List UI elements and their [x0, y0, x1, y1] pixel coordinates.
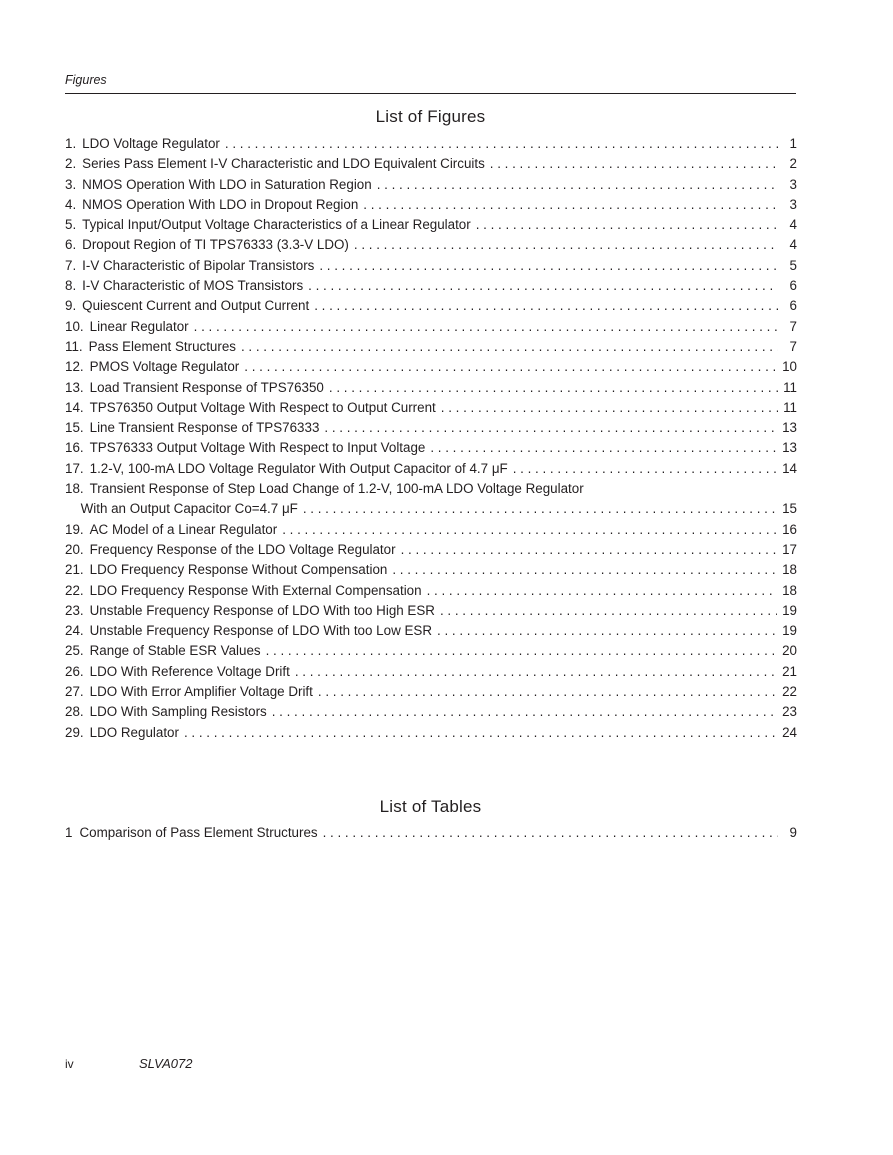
toc-entry[interactable] [65, 134, 797, 154]
entry-number: 15. [65, 420, 84, 436]
entry-number: 10. [65, 318, 84, 334]
toc-entry[interactable] [65, 154, 797, 174]
toc-entry[interactable] [65, 641, 797, 661]
entry-page-number: 1 [789, 136, 797, 151]
entry-number: 6. [65, 237, 77, 253]
entry-page-number: 4 [789, 217, 797, 233]
entry-title: AC Model of a Linear Regulator [89, 521, 278, 537]
entry-page-number: 7 [789, 338, 797, 354]
entry-title-continuation: With an Output Capacitor Co=4.7 μF [80, 501, 298, 517]
toc-entry[interactable] [65, 378, 797, 398]
entry-number: 17. [65, 460, 84, 476]
entry-title: Frequency Response of the LDO Voltage Regulator [89, 541, 396, 557]
figures-heading: List of Figures [375, 107, 486, 126]
dot-leader [363, 195, 778, 215]
entry-page-number: 19 [782, 602, 797, 618]
toc-entry[interactable] [65, 418, 797, 438]
dot-leader [308, 276, 778, 296]
dot-leader [314, 296, 778, 316]
entry-title: Line Transient Response of TPS76333 [89, 420, 320, 436]
entry-number: 4. [65, 196, 77, 212]
toc-entry[interactable] [65, 601, 797, 621]
dot-leader [440, 601, 777, 621]
entry-number: 14. [65, 399, 84, 415]
entry-page-number: 9 [789, 825, 797, 840]
entry-page-number: 3 [789, 176, 797, 192]
toc-entry[interactable] [65, 357, 797, 377]
entry-title: Typical Input/Output Voltage Characteristics of a Linear Regulator [82, 217, 471, 233]
entry-page-number: 24 [782, 724, 797, 740]
toc-entry[interactable] [65, 317, 797, 337]
entry-page-number: 22 [782, 684, 797, 700]
dot-leader [441, 398, 778, 418]
footer-doc-id: SLVA072 [139, 1056, 193, 1071]
toc-entry[interactable] [65, 398, 797, 418]
entry-number: 26. [65, 663, 84, 679]
toc-entry[interactable] [65, 560, 797, 580]
entry-title: LDO Regulator [89, 724, 179, 740]
entry-number: 22. [65, 582, 84, 598]
toc-entry[interactable] [65, 540, 797, 560]
entry-page-number: 18 [782, 562, 797, 578]
tables-list [65, 823, 797, 843]
entry-page-number: 2 [789, 156, 797, 172]
dot-leader [430, 438, 777, 458]
entry-number: 19. [65, 521, 84, 537]
dot-leader [401, 540, 778, 560]
entry-number: 16. [65, 440, 84, 456]
dot-leader [266, 641, 778, 661]
entry-title: TPS76333 Output Voltage With Respect to Input Voltage [89, 440, 426, 456]
entry-page-number: 7 [789, 318, 797, 334]
entry-page-number: 13 [782, 420, 797, 436]
entry-number: 5. [65, 217, 77, 233]
dot-leader [303, 499, 777, 519]
toc-entry[interactable] [65, 823, 797, 843]
entry-number: 23. [65, 602, 84, 618]
running-header: Figures [65, 73, 107, 87]
entry-title: NMOS Operation With LDO in Saturation Region [82, 176, 372, 192]
toc-entry[interactable] [65, 175, 797, 195]
entry-page-number: 11 [783, 399, 797, 415]
entry-number: 3. [65, 176, 77, 192]
entry-title: LDO With Error Amplifier Voltage Drift [89, 684, 313, 700]
entry-title: Load Transient Response of TPS76350 [89, 379, 324, 395]
toc-entry[interactable] [65, 581, 797, 601]
entry-number: 12. [65, 359, 84, 375]
entry-title: Dropout Region of TI TPS76333 (3.3-V LDO) [82, 237, 349, 253]
entry-page-number: 13 [782, 440, 797, 456]
toc-entry[interactable] [65, 520, 797, 540]
entry-title: PMOS Voltage Regulator [89, 359, 240, 375]
entry-number: 24. [65, 623, 84, 639]
toc-entry[interactable] [65, 459, 797, 479]
toc-entry[interactable] [65, 296, 797, 316]
entry-number: 29. [65, 724, 84, 740]
tables-heading: List of Tables [379, 797, 482, 816]
entry-page-number: 20 [782, 643, 797, 659]
dot-leader [427, 581, 778, 601]
entry-page-number: 4 [789, 237, 797, 253]
toc-entry[interactable] [65, 479, 797, 499]
entry-page-number: 14 [782, 460, 797, 476]
entry-number: 11. [65, 338, 83, 354]
entry-title: Pass Element Structures [88, 338, 236, 354]
entry-title: LDO With Reference Voltage Drift [89, 663, 290, 679]
entry-number: 1 [65, 825, 73, 840]
entry-number: 9. [65, 298, 77, 314]
entry-page-number: 11 [783, 379, 797, 395]
dot-leader [318, 682, 777, 702]
entry-title: LDO Frequency Response Without Compensation [89, 562, 388, 578]
toc-entry-continuation[interactable] [65, 499, 797, 519]
dot-leader [319, 256, 778, 276]
toc-entry[interactable] [65, 702, 797, 722]
toc-entry[interactable] [65, 276, 797, 296]
toc-entry[interactable] [65, 723, 797, 743]
toc-entry[interactable] [65, 215, 797, 235]
dot-leader [354, 235, 778, 255]
dot-leader [476, 215, 778, 235]
figures-list [65, 134, 797, 743]
entry-number: 27. [65, 684, 84, 700]
entry-number: 13. [65, 379, 84, 395]
header-rule [65, 93, 796, 94]
entry-title: Transient Response of Step Load Change of 1.2-V, 100-mA LDO Voltage Regulator [89, 481, 584, 497]
entry-number: 25. [65, 643, 84, 659]
entry-number: 8. [65, 278, 77, 294]
toc-entry[interactable] [65, 235, 797, 255]
entry-page-number: 6 [789, 278, 797, 294]
entry-title: LDO Frequency Response With External Compensation [89, 582, 422, 598]
toc-entry[interactable] [65, 662, 797, 682]
dot-leader [282, 520, 777, 540]
entry-page-number: 23 [782, 704, 797, 720]
entry-title: Comparison of Pass Element Structures [79, 825, 318, 840]
entry-number: 2. [65, 156, 77, 172]
dot-leader [295, 662, 777, 682]
entry-number: 20. [65, 541, 84, 557]
entry-page-number: 5 [789, 257, 797, 273]
entry-page-number: 3 [789, 196, 797, 212]
dot-leader [225, 134, 778, 154]
entry-page-number: 17 [782, 541, 797, 557]
entry-title: Linear Regulator [89, 318, 189, 334]
dot-leader [324, 418, 777, 438]
entry-page-number: 10 [782, 359, 797, 375]
entry-number: 21. [65, 562, 84, 578]
entry-number: 7. [65, 257, 77, 273]
entry-page-number: 15 [782, 501, 797, 517]
entry-title: TPS76350 Output Voltage With Respect to Output Current [89, 399, 436, 415]
entry-title: LDO With Sampling Resistors [89, 704, 267, 720]
entry-title: Unstable Frequency Response of LDO With too Low ESR [89, 623, 432, 639]
entry-number: 18. [65, 481, 84, 497]
entry-number: 1. [65, 136, 77, 151]
entry-page-number: 16 [782, 521, 797, 537]
entry-title: Quiescent Current and Output Current [82, 298, 310, 314]
toc-entry[interactable] [65, 682, 797, 702]
dot-leader [272, 702, 777, 722]
dot-leader [184, 723, 777, 743]
dot-leader [329, 378, 778, 398]
entry-page-number: 18 [782, 582, 797, 598]
entry-title: LDO Voltage Regulator [82, 136, 220, 151]
entry-title: I-V Characteristic of MOS Transistors [82, 278, 304, 294]
entry-title: 1.2-V, 100-mA LDO Voltage Regulator With Output Capacitor of 4.7 μF [89, 460, 508, 476]
entry-page-number: 6 [789, 298, 797, 314]
entry-title: Series Pass Element I-V Characteristic and LDO Equivalent Circuits [82, 156, 485, 172]
dot-leader [437, 621, 777, 641]
dot-leader [392, 560, 777, 580]
dot-leader [513, 459, 777, 479]
dot-leader [244, 357, 777, 377]
entry-page-number: 21 [782, 663, 797, 679]
toc-entry[interactable] [65, 621, 797, 641]
dot-leader [377, 175, 778, 195]
toc-entry[interactable] [65, 256, 797, 276]
entry-number: 28. [65, 704, 84, 720]
entry-title: NMOS Operation With LDO in Dropout Region [82, 196, 359, 212]
footer-page-number: iv [65, 1057, 74, 1071]
dot-leader [490, 154, 778, 174]
toc-entry[interactable] [65, 438, 797, 458]
entry-page-number: 19 [782, 623, 797, 639]
entry-title: Range of Stable ESR Values [89, 643, 261, 659]
dot-leader [194, 317, 778, 337]
dot-leader [323, 823, 778, 843]
dot-leader [241, 337, 778, 357]
entry-title: I-V Characteristic of Bipolar Transistors [82, 257, 315, 273]
entry-title: Unstable Frequency Response of LDO With too High ESR [89, 602, 435, 618]
toc-entry[interactable] [65, 195, 797, 215]
toc-entry[interactable] [65, 337, 797, 357]
